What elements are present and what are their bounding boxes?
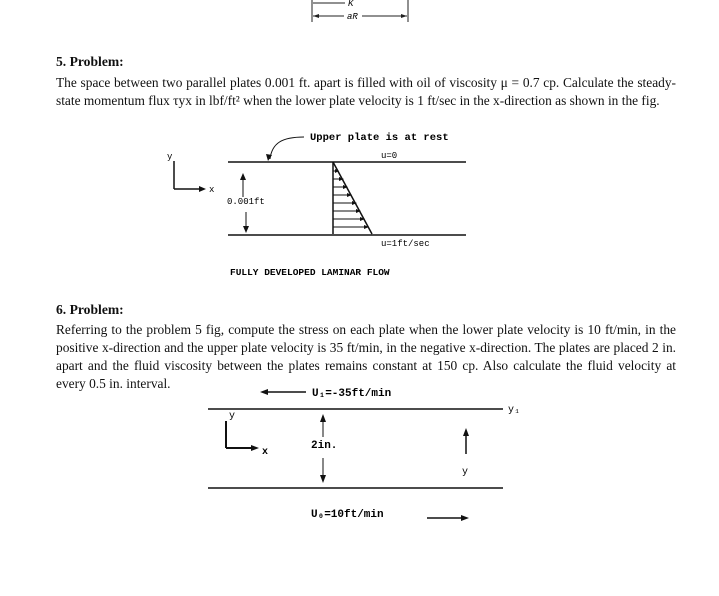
figure-caption: FULLY DEVELOPED LAMINAR FLOW: [230, 267, 390, 278]
fragment-ar-label: aR: [347, 12, 358, 22]
fragment-ar-arrow-right: [401, 14, 407, 18]
problem5-text: The space between two parallel plates 0.001 ft. apart is filled with oil of viscosity μ = 0.7 cp. Calculate the steady-state momentum flux τyx in lbf/ft² when the lower plate velocity is 1 ft/sec in the x-direction as shown in the fig.: [56, 75, 676, 108]
fragment-ar-arrow-left: [313, 14, 319, 18]
axis-x-arrowhead: [251, 445, 259, 451]
axis-y-label: y: [229, 411, 236, 422]
problem6-heading: 6. Problem:: [56, 302, 124, 317]
profile-slope: [333, 162, 372, 234]
gap-label: 2in.: [311, 440, 338, 452]
fragment-k-label: K: [348, 0, 354, 9]
upper-velocity-arrowhead: [260, 389, 268, 395]
problem5-figure: [0, 125, 719, 285]
problem6-figure: [0, 382, 719, 532]
gap-arrow-up-head: [240, 173, 246, 180]
problem5-heading: 5. Problem:: [56, 54, 124, 69]
top-figure-fragment: [0, 0, 719, 30]
y1-label: y₁: [508, 405, 521, 416]
u1-label: u=1ft/sec: [381, 239, 430, 249]
axis-x-label: x: [209, 185, 215, 195]
lower-velocity-arrowhead: [461, 515, 469, 521]
upper-plate-leader-arrowhead: [266, 154, 272, 161]
axis-x-arrowhead: [199, 186, 206, 192]
upper-velocity-label: U₁=-35ft/min: [312, 388, 392, 400]
gap-label: 0.001ft: [227, 197, 265, 207]
lower-velocity-label: U₀=10ft/min: [311, 509, 384, 521]
gap-arrow-down-head: [320, 475, 326, 483]
u0-label: u=0: [381, 151, 398, 161]
axis-y-label: y: [167, 152, 173, 162]
upper-plate-label: Upper plate is at rest: [310, 132, 449, 144]
upper-plate-leader: [270, 137, 304, 159]
y-label: y: [462, 467, 469, 478]
gap-arrow-down-head: [243, 226, 249, 233]
axis-x-label: x: [262, 447, 269, 458]
problem6-text: Referring to the problem 5 fig, compute the stress on each plate when the lower plate velocity is 10 ft/min, in the positive x-direction and the upper plate velocity is 35 ft/min, in the negative x-direction. The plates are placed 2 in. apart and the fluid viscosity between the plates remains constant at 150 cp. Also calculate the fluid velocity at every 0.5 in. interval.: [56, 322, 676, 391]
